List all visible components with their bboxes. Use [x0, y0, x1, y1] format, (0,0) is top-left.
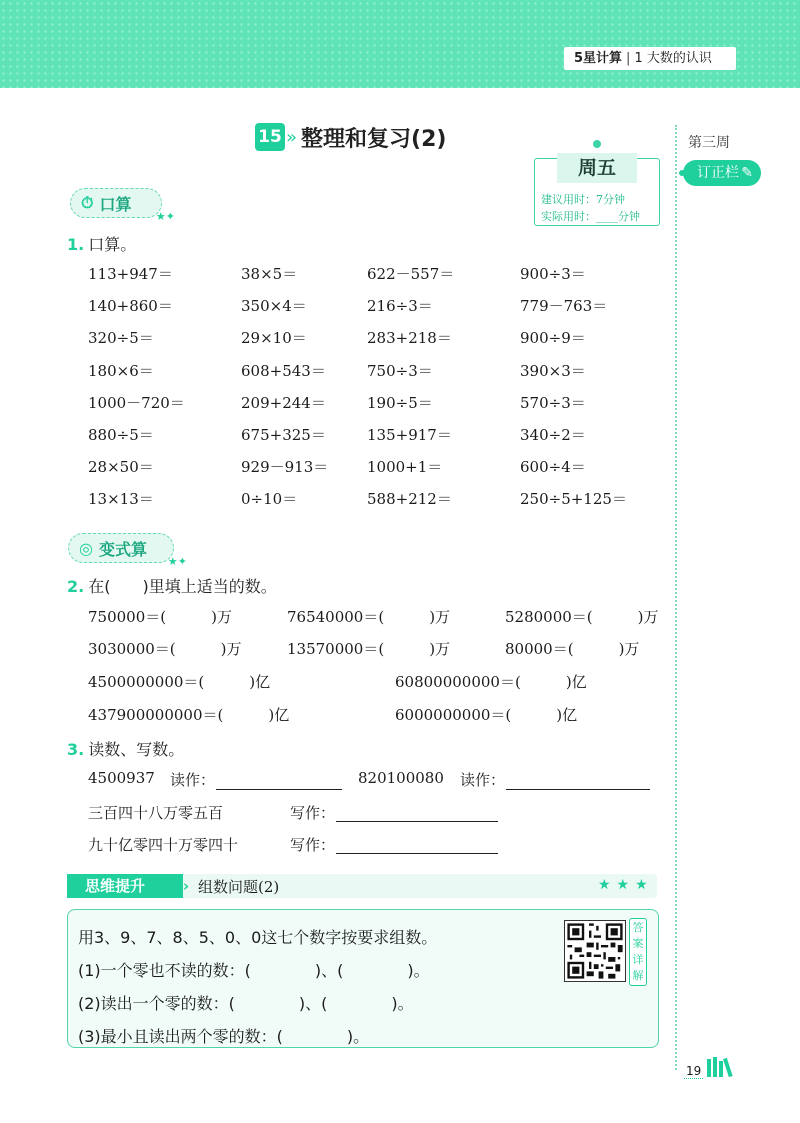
oral-calc-item: 900÷9＝	[520, 329, 586, 348]
fill-blank-item[interactable]: 76540000＝( )万	[287, 608, 451, 626]
answer-line[interactable]	[506, 789, 650, 790]
schedule-card	[534, 158, 660, 226]
section-variant-label: 变式算	[98, 539, 147, 559]
oral-calc-item: 0÷10＝	[241, 490, 298, 509]
pencil-icon: ✎	[741, 165, 753, 181]
thinking-tag	[67, 874, 189, 898]
books-icon	[706, 1056, 740, 1078]
question-3-heading	[67, 737, 184, 760]
header-separator: |	[626, 51, 631, 66]
oral-calc-item: 135+917＝	[367, 426, 452, 444]
stars-icon: ★✦	[155, 210, 175, 223]
oral-calc-item: 900÷3＝	[520, 265, 586, 283]
oral-calc-item: 588+212＝	[367, 490, 452, 509]
fill-blank-item[interactable]: 4500000000＝( )亿	[88, 673, 271, 691]
qr-code-icon[interactable]	[564, 920, 626, 982]
fill-blank-item[interactable]: 6000000000＝( )亿	[395, 706, 578, 724]
page-title	[255, 121, 446, 153]
write-text-2: 九十亿零四十万零四十	[88, 836, 239, 854]
oral-calc-item: 390×3＝	[520, 361, 586, 380]
question-2-heading	[67, 574, 277, 597]
actual-time: 实际用时：____分钟	[541, 210, 640, 223]
oral-calc-item: 190÷5＝	[367, 393, 433, 412]
thinking-subtitle: 组数问题(2)	[198, 878, 280, 896]
write-text-1: 三百四十八万零五百	[88, 804, 224, 822]
double-chevron-icon: »	[286, 126, 298, 148]
chevron-right-icon: ›	[182, 877, 189, 895]
suggested-time: 建议用时：7分钟	[541, 193, 625, 206]
oral-calc-item: 880÷5＝	[88, 426, 154, 444]
question-2-text: 在( )里填上适当的数。	[88, 577, 277, 596]
oral-calc-item: 180×6＝	[88, 361, 154, 380]
thinking-tag-label: 思维提升	[85, 877, 146, 895]
oral-calc-item: 570÷3＝	[520, 393, 586, 412]
thinking-part-2: (2)读出一个零的数：( )、( )。	[78, 994, 414, 1013]
oral-calc-item: 13×13＝	[88, 490, 154, 509]
oral-calc-item: 600÷4＝	[520, 458, 586, 477]
thinking-intro: 用3、9、7、8、5、0、0这七个数字按要求组数。	[78, 928, 438, 947]
question-3-number: 3.	[67, 740, 85, 759]
week-label: 第三周	[688, 135, 730, 151]
oral-calc-item: 320÷5＝	[88, 329, 154, 348]
oral-calc-item: 340÷2＝	[520, 426, 586, 444]
oral-calc-item: 608+543＝	[241, 361, 326, 380]
oral-calc-item: 929－913＝	[241, 458, 329, 477]
read-label-2: 读作：	[460, 771, 506, 789]
oral-calc-item: 38×5＝	[241, 265, 298, 283]
oral-calc-item: 779－763＝	[520, 297, 608, 316]
lesson-number: 15	[255, 123, 285, 151]
lesson-title: 整理和复习(2)	[301, 126, 447, 152]
fill-blank-item[interactable]: 5280000＝( )万	[505, 608, 659, 626]
oral-calc-item: 1000+1＝	[367, 458, 443, 477]
question-1-text: 口算。	[88, 235, 137, 254]
question-1-number: 1.	[67, 235, 85, 254]
difficulty-stars: ★★★	[598, 877, 654, 893]
question-2-number: 2.	[67, 577, 85, 596]
oral-calc-item: 283+218＝	[367, 329, 452, 348]
section-oral-label: 口算	[99, 194, 132, 214]
correction-label: 订正栏	[697, 165, 739, 181]
thinking-part-1: (1)一个零也不读的数：( )、( )。	[78, 961, 430, 980]
answer-line[interactable]	[336, 821, 498, 822]
answer-line[interactable]	[216, 789, 342, 790]
fill-blank-item[interactable]: 437900000000＝( )亿	[88, 706, 290, 724]
read-label-1: 读作：	[170, 771, 216, 789]
section-oral-calc	[70, 188, 175, 223]
pin-icon	[593, 140, 601, 148]
fill-blank-item[interactable]: 80000＝( )万	[505, 640, 640, 658]
oral-calc-item: 675+325＝	[241, 426, 326, 444]
stopwatch-icon: ⏱	[81, 193, 94, 212]
oral-calc-item: 29×10＝	[241, 329, 307, 348]
correction-tab	[683, 160, 761, 186]
page-number: 19	[686, 1064, 702, 1078]
series-name: 5星计算	[574, 51, 623, 66]
oral-calc-item: 216÷3＝	[367, 297, 433, 316]
oral-calc-item: 750÷3＝	[367, 361, 433, 380]
target-icon: ◎	[79, 538, 93, 558]
oral-calc-item: 350×4＝	[241, 297, 307, 316]
read-number-2: 820100080	[358, 769, 444, 787]
oral-calc-item: 250÷5+125＝	[520, 490, 627, 509]
oral-calc-item: 28×50＝	[88, 458, 154, 477]
answer-line[interactable]	[336, 853, 498, 854]
unit-name: 1 大数的认识	[634, 51, 712, 66]
fill-blank-item[interactable]: 3030000＝( )万	[88, 640, 242, 658]
thinking-part-3: (3)最小且读出两个零的数：( )。	[78, 1027, 370, 1046]
oral-calc-item: 140+860＝	[88, 297, 173, 316]
answer-explain-label[interactable]: 答案详解	[629, 918, 647, 986]
oral-calc-item: 622－557＝	[367, 265, 455, 283]
write-label-2: 写作：	[290, 836, 336, 854]
fill-blank-item[interactable]: 13570000＝( )万	[287, 640, 451, 658]
margin-divider	[675, 125, 677, 1070]
oral-calc-item: 113+947＝	[88, 265, 173, 283]
oral-calc-item: 1000－720＝	[88, 393, 185, 412]
stars-icon: ★✦	[167, 555, 187, 568]
oral-calc-item: 209+244＝	[241, 393, 326, 412]
read-number-1: 4500937	[88, 769, 155, 787]
header-tag	[564, 47, 736, 70]
section-variant-calc	[68, 533, 187, 568]
question-3-text: 读数、写数。	[88, 740, 185, 759]
fill-blank-item[interactable]: 60800000000＝( )亿	[395, 673, 587, 691]
fill-blank-item[interactable]: 750000＝( )万	[88, 608, 232, 626]
write-label-1: 写作：	[290, 804, 336, 822]
weekday-label: 周五	[557, 153, 637, 183]
question-1-heading	[67, 232, 136, 255]
top-banner	[0, 0, 800, 88]
